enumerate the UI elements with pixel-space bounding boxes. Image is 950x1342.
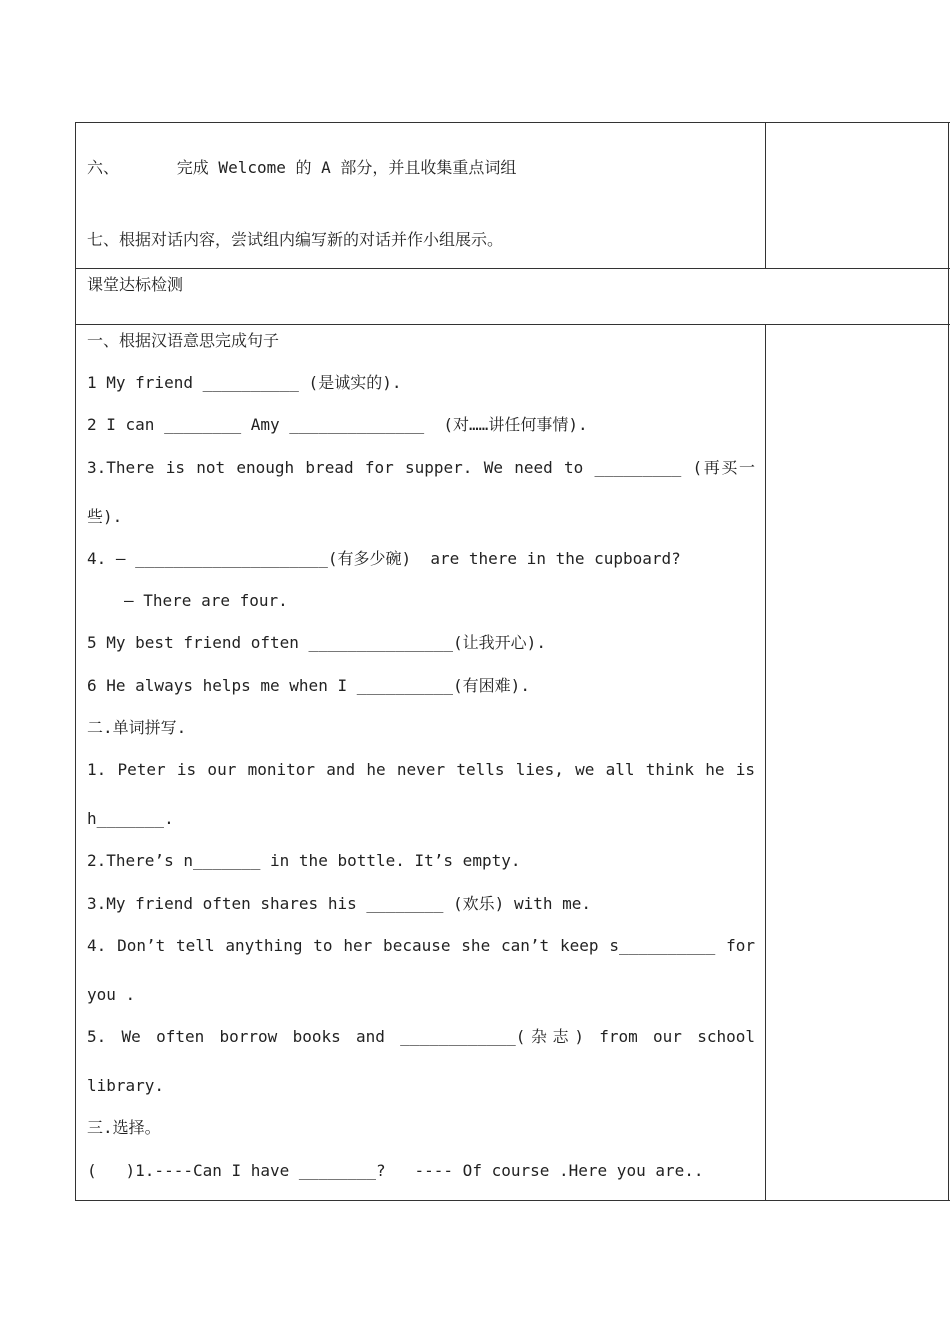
part2-question-3: 3.My friend often shares his ________ (欢乐) with me. xyxy=(87,894,592,913)
table-border-left xyxy=(75,122,76,1201)
part2-title: 二.单词拼写. xyxy=(87,718,187,737)
part2-question-2: 2.There’s n_______ in the bottle. It’s empty. xyxy=(87,851,521,870)
part2-question-5-line2: library. xyxy=(87,1076,165,1095)
part2-question-5-line1: 5. We often borrow books and ____________(杂志) from our school xyxy=(87,1027,755,1046)
task-six-text: 六、 完成 Welcome 的 A 部分，并且收集重点词组 xyxy=(87,158,517,177)
part1-question-3-line2: 些). xyxy=(87,507,123,526)
part2-question-4-line1: 4. Don’t tell anything to her because she can’t keep s__________ for xyxy=(87,936,755,955)
part1-question-5: 5 My best friend often _______________(让我开心). xyxy=(87,633,546,652)
row-divider-1 xyxy=(75,268,950,269)
part2-question-1-line2: h_______. xyxy=(87,809,174,828)
part1-question-6: 6 He always helps me when I __________(有困难). xyxy=(87,676,530,695)
part1-title: 一、根据汉语意思完成句子 xyxy=(87,331,280,350)
row-divider-2 xyxy=(75,324,950,325)
part2-question-1-line1: 1. Peter is our monitor and he never tells lies, we all think he is xyxy=(87,760,755,779)
part1-question-4-line1: 4. — ____________________(有多少碗) are there in the cupboard? xyxy=(87,549,681,568)
part3-title: 三.选择。 xyxy=(87,1118,161,1137)
part1-question-1: 1 My friend __________ (是诚实的). xyxy=(87,373,402,392)
part3-question-1: ( )1.----Can I have ________? ---- Of course .Here you are.. xyxy=(87,1161,704,1180)
part1-question-3-line1: 3.There is not enough bread for supper. We need to _________ (再买一 xyxy=(87,458,755,477)
table-border-top xyxy=(75,122,950,123)
table-border-right xyxy=(948,122,949,1201)
column-divider-lower xyxy=(765,324,766,1201)
table-border-bottom xyxy=(75,1200,950,1201)
column-divider-upper xyxy=(765,122,766,269)
task-seven-text: 七、根据对话内容，尝试组内编写新的对话并作小组展示。 xyxy=(87,230,504,249)
check-header: 课堂达标检测 xyxy=(87,275,184,294)
part1-question-2: 2 I can ________ Amy ______________ (对……讲任何事情). xyxy=(87,415,588,434)
part2-question-4-line2: you . xyxy=(87,985,136,1004)
part1-question-4-line2: — There are four. xyxy=(124,591,288,610)
